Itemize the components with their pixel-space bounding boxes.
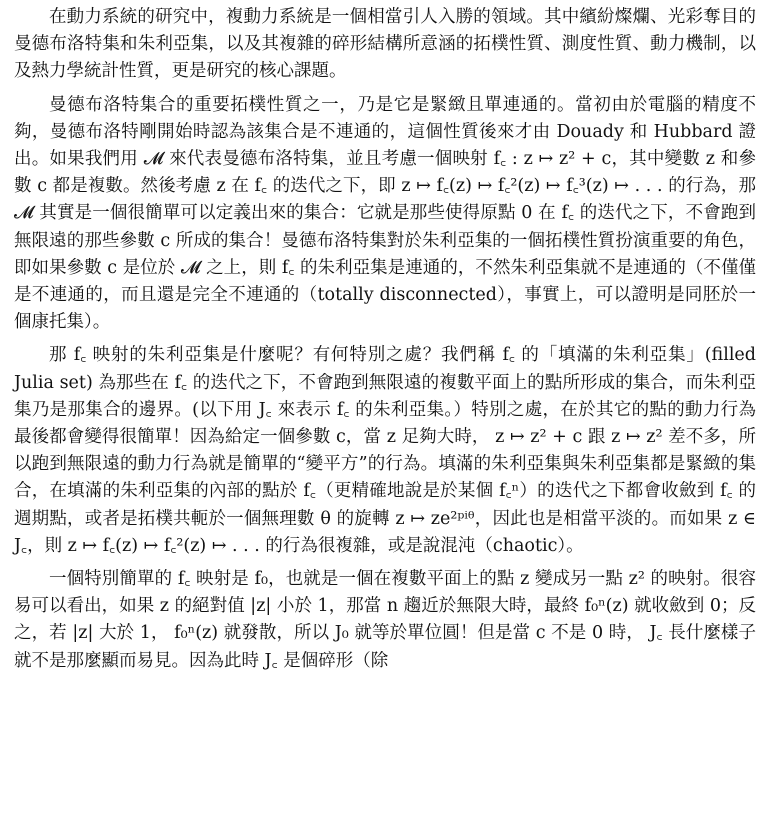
- paragraph-mandelbrot: 曼德布洛特集合的重要拓樸性質之一，乃是它是緊緻且單連通的。當初由於電腦的精度不夠，曼德布洛特剛開始時認為該集合是不連通的，這個性質後來才由 Douady 和 Hubbard 證出。如果我們用 𝓜 來代表曼德布洛特集，並且考慮一個映射 f꜀ : z ↦ z² + c，其中變數 z 和參數 c 都是複數。然後考慮 z 在 f꜀ 的迭代之下，即 z ↦ f꜀(z) ↦ f꜀²(z) ↦ f꜀³(z) ↦ . . . 的行為，那 𝓜 其實是一個很簡單可以定義出來的集合：它就是那些使得原點 0 在 f꜀ 的迭代之下，不會跑到無限遠的那些參數 c 所成的集合！曼德布洛特集對於朱利亞集的一個拓樸性質扮演重要的角色，即如果參數 c 是位於 𝓜 之上，則 f꜀ 的朱利亞集是連通的，不然朱利亞集就不是連通的（不僅僅是不連通的，而且還是完全不連通的（totally disconnected），事實上，可以證明是同胚於一個康托集）。: [14, 94, 756, 333]
- paragraph-f0-example: 一個特別簡單的 f꜀ 映射是 f₀，也就是一個在複數平面上的點 z 變成另一點 z² 的映射。很容易可以看出，如果 z 的絕對值 |z| 小於 1，那當 n 趨近於無限大時，最終 f₀ⁿ(z) 就收斂到 0；反之，若 |z| 大於 1， f₀ⁿ(z) 就發散，所以 J₀ 就等於單位圓！但是當 c 不是 0 時， J꜀ 長什麼樣子就不是那麼顯而易見。因為此時 J꜀ 是個碎形（除: [14, 569, 756, 671]
- paragraph-intro: 在動力系統的研究中，複動力系統是一個相當引人入勝的領域。其中繽紛燦爛、光彩奪目的曼德布洛特集和朱利亞集，以及其複雜的碎形結構所意涵的拓樸性質、測度性質、動力機制，以及熱力學統計性質，更是研究的核心課題。: [14, 7, 756, 82]
- paragraph-julia-set: 那 f꜀ 映射的朱利亞集是什麼呢？有何特別之處？我們稱 f꜀ 的「填滿的朱利亞集」(filled Julia set) 為那些在 f꜀ 的迭代之下，不會跑到無限遠的複數平面上的點所形成的集合，而朱利亞集乃是那集合的邊界。(以下用 J꜀ 來表示 f꜀ 的朱利亞集。）特別之處，在於其它的點的動力行為最後都會變得很簡單！因為給定一個參數 c，當 z 足夠大時， z ↦ z² + c 跟 z ↦ z² 差不多，所以跑到無限遠的動力行為就是簡單的“變平方”的行為。填滿的朱利亞集與朱利亞集都是緊緻的集合，在填滿的朱利亞集的內部的點於 f꜀（更精確地說是於某個 f꜀ⁿ）的迭代之下都會收斂到 f꜀ 的週期點，或者是拓樸共軛於一個無理數 θ 的旋轉 z ↦ ze²ᵖⁱᶿ，因此也是相當平淡的。而如果 z ∈ J꜀，則 z ↦ f꜀(z) ↦ f꜀²(z) ↦ . . . 的行為很複雜，或是說混沌（chaotic）。: [14, 345, 756, 556]
- document-body: [14, 4, 756, 675]
